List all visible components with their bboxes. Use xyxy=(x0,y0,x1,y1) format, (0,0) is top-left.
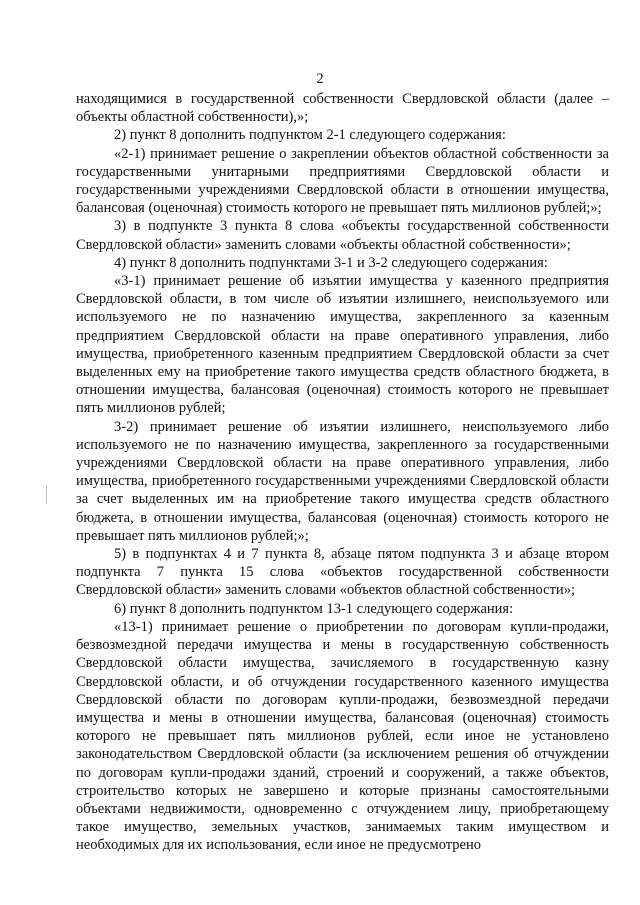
paragraph: «3-1) принимает решение об изъятии имущества у казенного предприятия Свердловской области, в том числе об изъятии излишнего, неиспользуемого или используемого не по назначению имущества, закрепленного за казенным предприятием Свердловской области на праве оперативного управления, либо имущества, приобретенного казенным предприятием Свердловской области за счет выделенных ему на приобретение такого имущества средств областного бюджета, в отношении имущества, балансовая (оценочная) стоимость которого не превышает пять миллионов рублей; xyxy=(76,273,609,417)
paragraph: находящимися в государственной собственности Свердловской области (далее – объекты областной собственности),»; xyxy=(76,91,609,126)
margin-mark xyxy=(46,486,47,504)
paragraph: 3) в подпункте 3 пункта 8 слова «объекты государственной собственности Свердловской области» заменить словами «объекты областной собственности»; xyxy=(76,218,609,253)
paragraph: 6) пункт 8 дополнить подпунктом 13-1 следующего содержания: xyxy=(114,600,514,617)
paragraph: «2-1) принимает решение о закреплении объектов областной собственности за государственными унитарными предприятиями Свердловской области и государственными учреждениями Свердловской области в отношении имущества, балансовая (оценочная) стоимость которого не превышает пять миллионов рублей;»; xyxy=(76,145,609,217)
paragraph: «13-1) принимает решение о приобретении по договорам купли-продажи, безвозмездной передачи имущества и мены в государственную собственность Свердловской области имущества, зачисляемого в государственную казну Свердловской области, и об отчуждении государственного казенного имущества Свердловской области по договорам купли-продажи, безвозмездной передачи имущества и мены в отношении имущества, балансовая (оценочная) стоимость которого не превышает пять миллионов рублей, если иное не установлено законодательством Свердловской области (за исключением решения об отчуждении по договорам купли-продажи зданий, строений и сооружений, а также объектов, строительство которых не завершено и которые признаны самостоятельными объектами недвижимости, одновременно с отчуждением лицу, приобретающему такое имущество, земельных участков, занимаемых таким имуществом и необходимых для их использования, если иное не предусмотрено xyxy=(76,618,609,854)
document-body xyxy=(76,90,609,855)
page-number: 2 xyxy=(316,71,324,87)
paragraph: 3-2) принимает решение об изъятии излишнего, неиспользуемого либо используемого не по назначению имущества, закрепленного за государственными учреждениями Свердловской области на праве оперативного управления, либо имущества, приобретенного государственными учреждениями Свердловской области за счет выделенных им на приобретение такого имущества средств областного бюджета, в отношении имущества, балансовая (оценочная) стоимость которого не превышает пять миллионов рублей;»; xyxy=(76,418,609,544)
paragraph: 5) в подпунктах 4 и 7 пункта 8, абзаце пятом подпункта 3 и абзаце втором подпункта 7 пункта 15 слова «объектов государственной собственности Свердловской области» заменить словами «объектов областной собственности»; xyxy=(76,546,609,599)
paragraph: 2) пункт 8 дополнить подпунктом 2-1 следующего содержания: xyxy=(114,127,506,144)
paragraph: 4) пункт 8 дополнить подпунктами 3-1 и 3-2 следующего содержания: xyxy=(114,254,548,271)
